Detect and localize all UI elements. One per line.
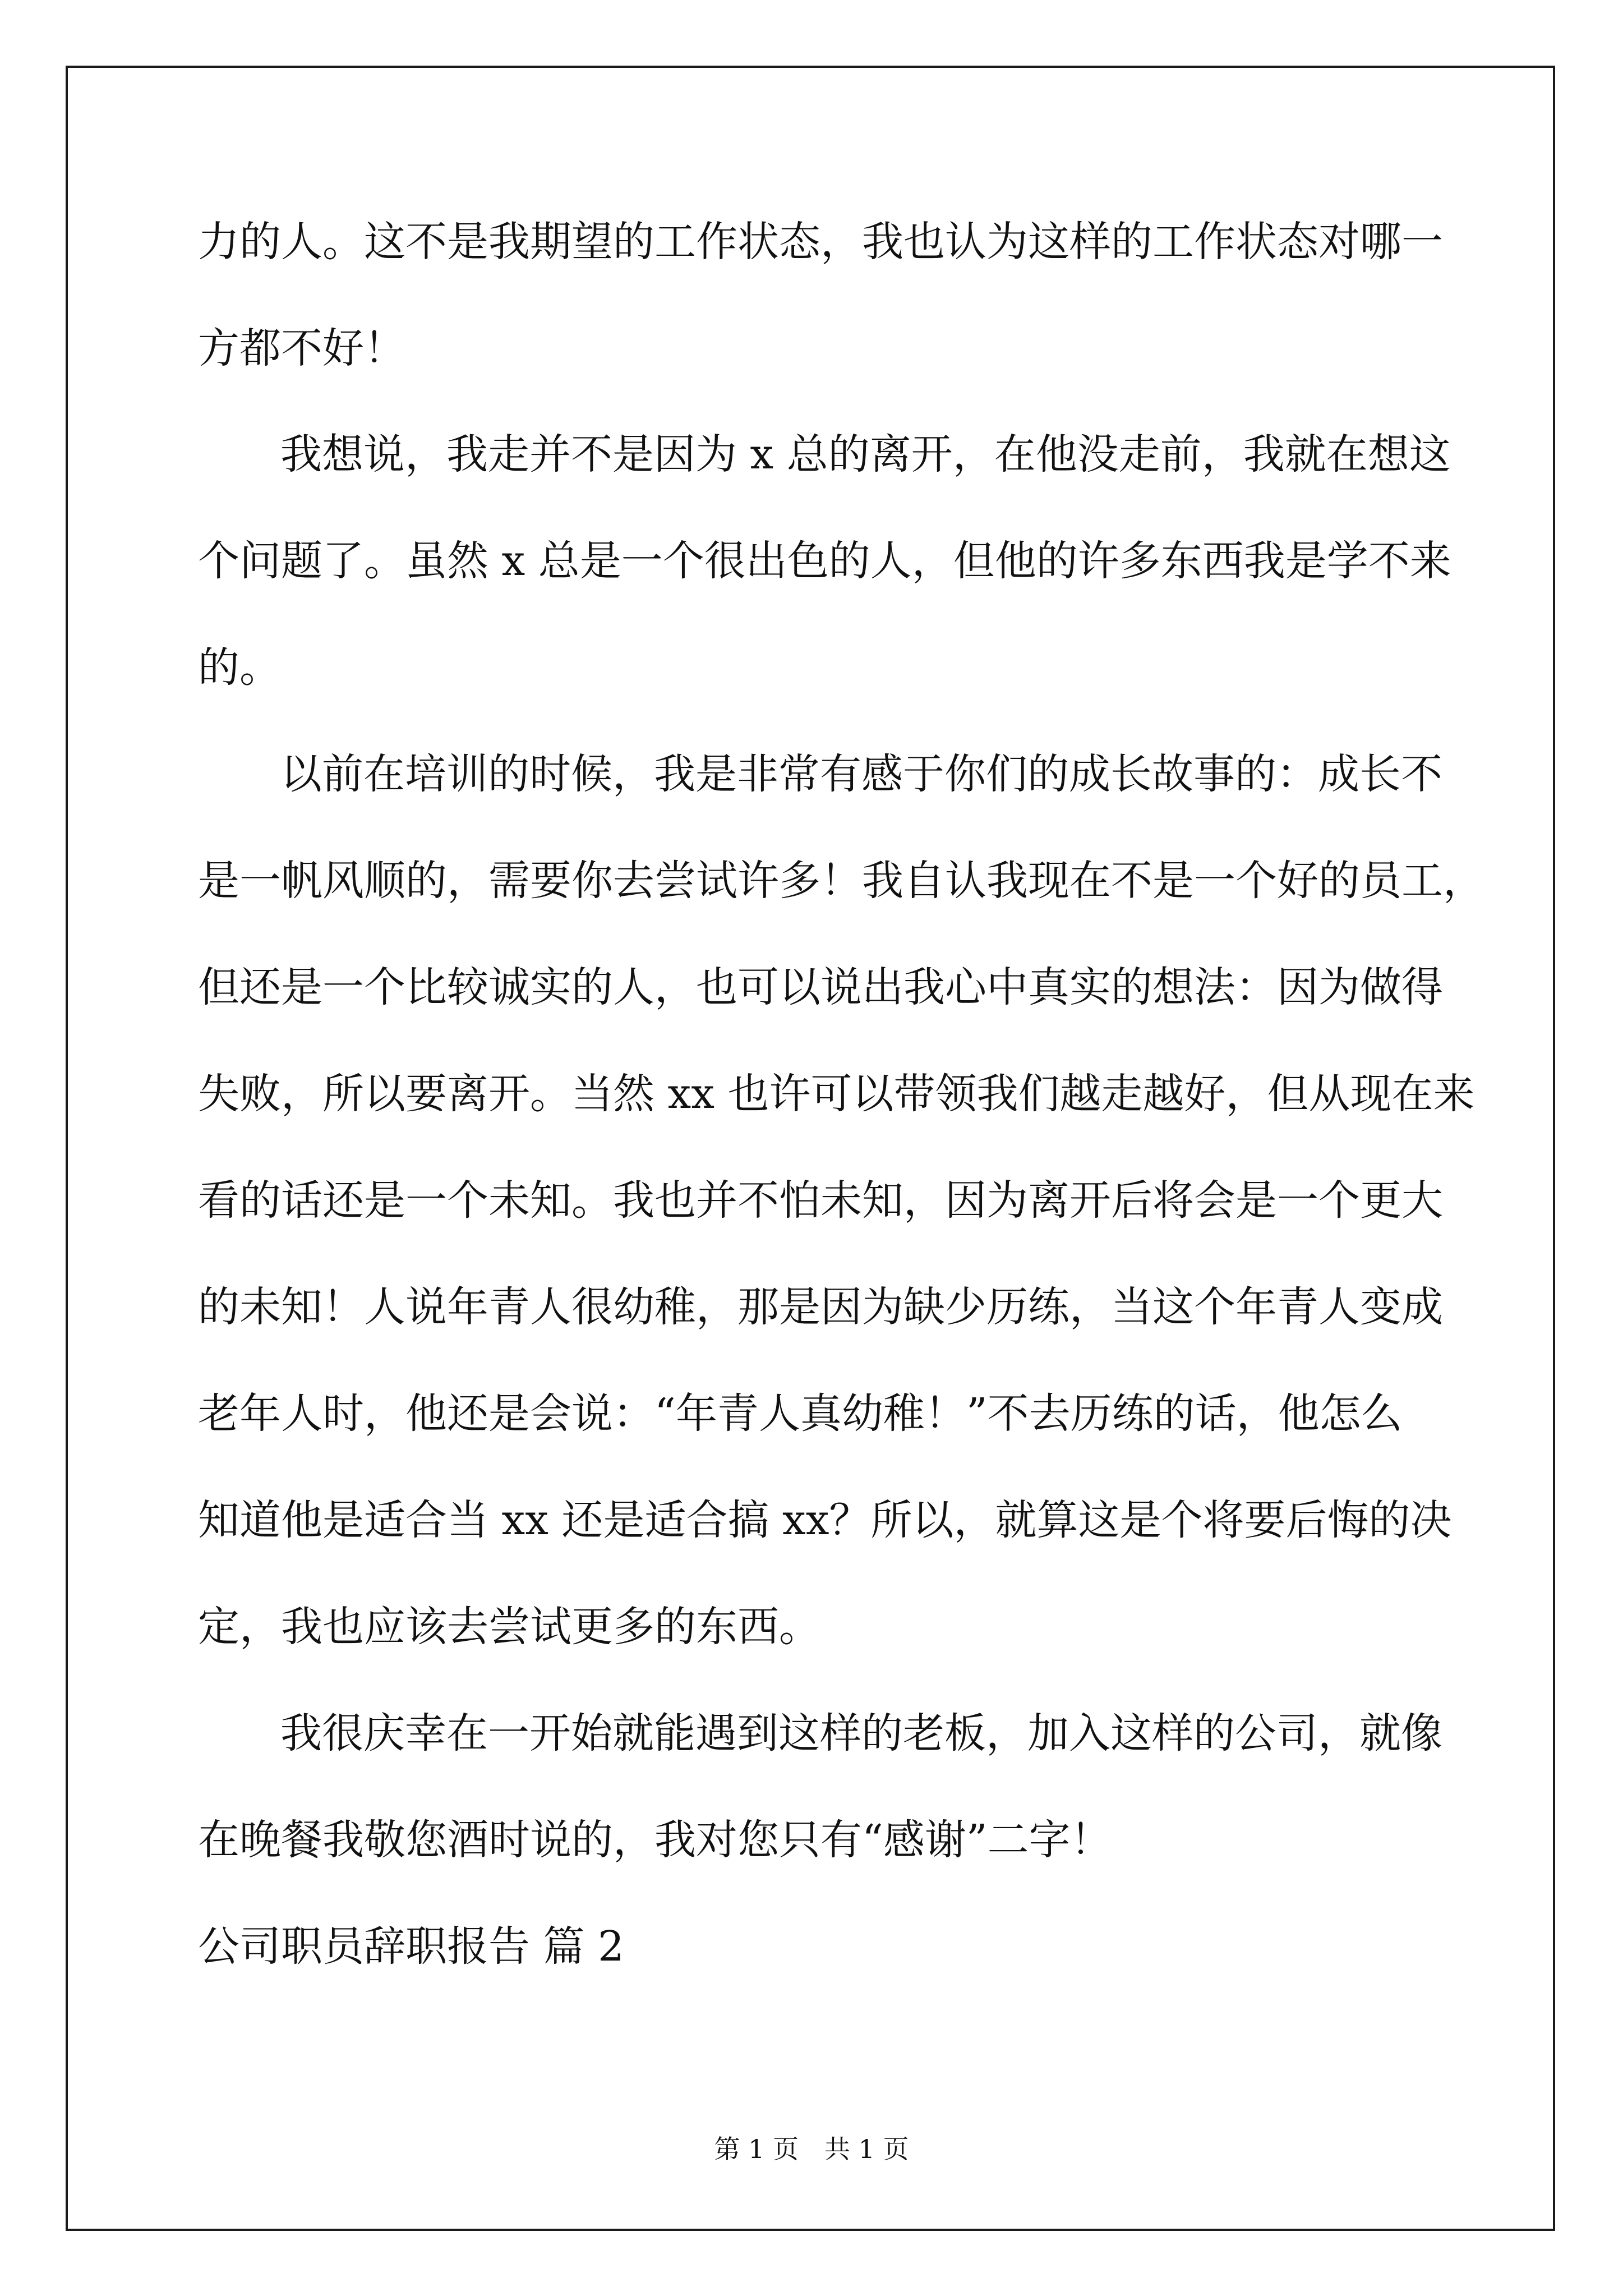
body-line: 个问题了。虽然 x 总是一个很出色的人，但他的许多东西我是学不来	[198, 537, 1451, 585]
body-line: 的。	[198, 643, 281, 692]
body-line: 的未知！人说年青人很幼稚，那是因为缺少历练，当这个年青人变成	[198, 1283, 1443, 1331]
paragraph-start-line: 我想说，我走并不是因为 x 总的离开，在他没走前，我就在想这	[280, 430, 1451, 478]
body-line: 老年人时，他还是会说：“年青人真幼稚！”不去历练的话，他怎么	[198, 1389, 1403, 1438]
page-footer: 第 1 页 共 1 页	[714, 2134, 909, 2164]
paragraph-start-line: 以前在培训的时候，我是非常有感于你们的成长故事的：成长不	[280, 750, 1442, 798]
paragraph-start-line: 我很庆幸在一开始就能遇到这样的老板，加入这样的公司，就像	[280, 1709, 1442, 1757]
body-line: 定，我也应该去尝试更多的东西。	[198, 1603, 820, 1651]
body-line: 方都不好！	[198, 324, 405, 372]
body-line: 但还是一个比较诚实的人，也可以说出我心中真实的想法：因为做得	[198, 963, 1443, 1011]
body-line: 在晚餐我敬您酒时说的，我对您只有“感谢”二字！	[198, 1816, 1112, 1864]
body-line: 失败，所以要离开。当然 xx 也许可以带领我们越走越好，但从现在来	[198, 1070, 1475, 1118]
body-line: 力的人。这不是我期望的工作状态，我也认为这样的工作状态对哪一	[198, 218, 1443, 266]
body-line: 知道他是适合当 xx 还是适合搞 xx？所以，就算这是个将要后悔的决	[198, 1496, 1452, 1544]
body-line: 是一帆风顺的，需要你去尝试许多！我自认我现在不是一个好的员工，	[198, 857, 1484, 905]
page-border	[66, 66, 1555, 2231]
body-line: 看的话还是一个未知。我也并不怕未知，因为离开后将会是一个更大	[198, 1176, 1443, 1225]
section-heading: 公司职员辞职报告 篇 2	[198, 1922, 625, 1971]
